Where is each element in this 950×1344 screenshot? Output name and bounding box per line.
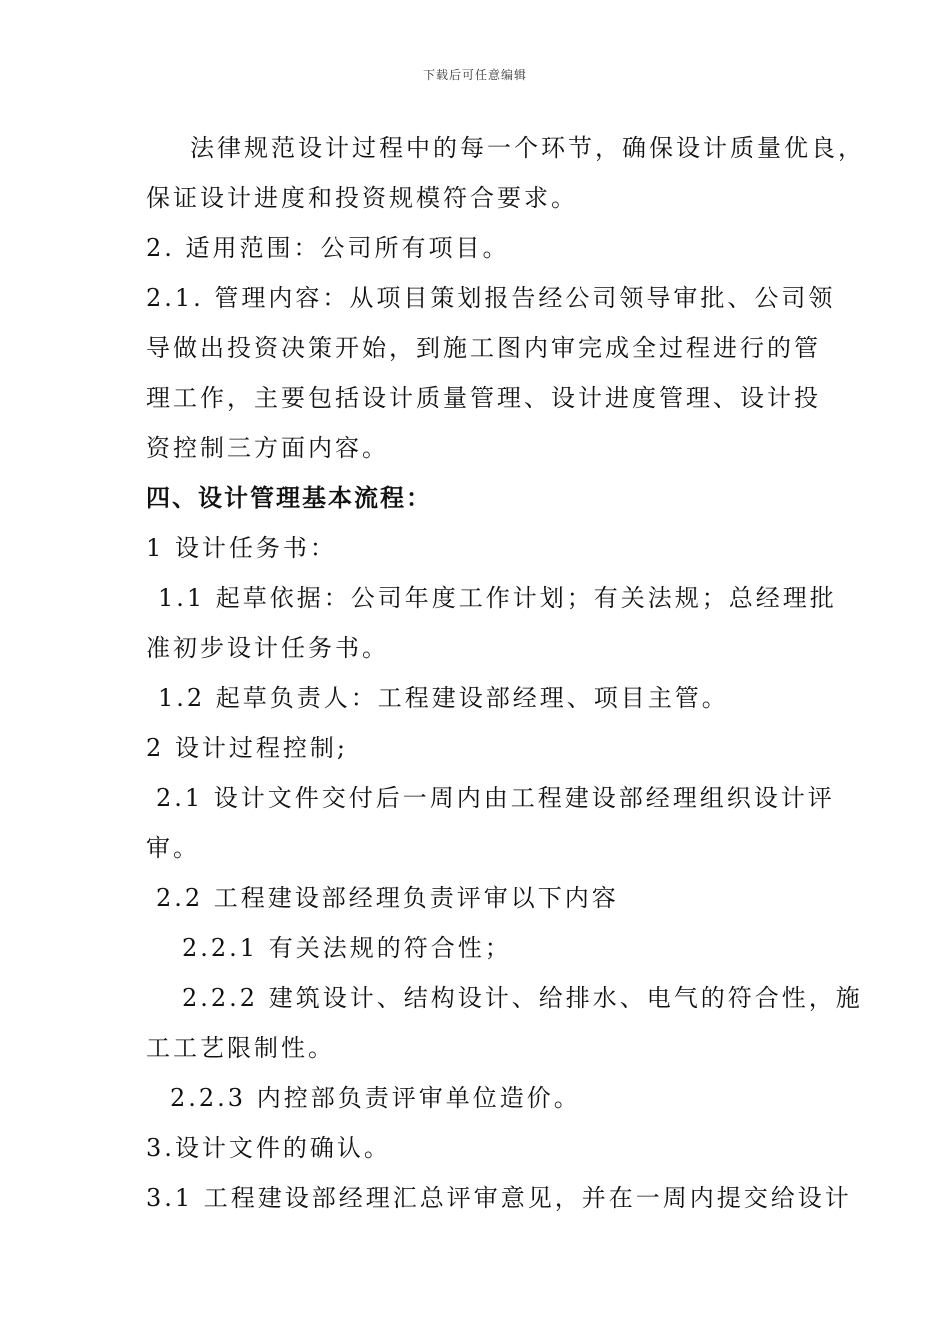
paragraph-line: 资控制三方面内容。 bbox=[146, 434, 389, 462]
subsection-title: 3.设计文件的确认。 bbox=[146, 1134, 391, 1162]
section-line: 2.1. 管理内容：从项目策划报告经公司领导审批、公司领 bbox=[146, 284, 836, 312]
list-item: 1.2 起草负责人：工程建设部经理、项目主管。 bbox=[158, 684, 729, 712]
page-header: 下载后可任意编辑 bbox=[422, 68, 527, 82]
subsection-title: 1 设计任务书： bbox=[146, 534, 337, 562]
paragraph-line: 法律规范设计过程中的每一个环节，确保设计质量优良， bbox=[190, 134, 865, 162]
paragraph-line: 保证设计进度和投资规模符合要求。 bbox=[146, 184, 578, 212]
list-item: 2.2 工程建设部经理负责评审以下内容 bbox=[156, 884, 619, 912]
list-item: 2.2.1 有关法规的符合性； bbox=[182, 934, 512, 962]
paragraph-line: 理工作，主要包括设计质量管理、设计进度管理、设计投 bbox=[146, 384, 821, 412]
paragraph-line: 导做出投资决策开始，到施工图内审完成全过程进行的管 bbox=[146, 334, 821, 362]
section-line: 2. 适用范围：公司所有项目。 bbox=[146, 234, 510, 262]
paragraph-line: 工工艺限制性。 bbox=[146, 1034, 335, 1062]
list-item: 2.2.3 内控部负责评审单位造价。 bbox=[170, 1084, 581, 1112]
list-item: 2.2.2 建筑设计、结构设计、给排水、电气的符合性，施 bbox=[182, 984, 863, 1012]
paragraph-line: 审。 bbox=[146, 834, 200, 862]
list-item: 3.1 工程建设部经理汇总评审意见，并在一周内提交给设计 bbox=[146, 1184, 852, 1212]
list-item: 1.1 起草依据：公司年度工作计划；有关法规；总经理批 bbox=[158, 584, 837, 612]
section-heading: 四、设计管理基本流程： bbox=[146, 483, 432, 512]
list-item: 2.1 设计文件交付后一周内由工程建设部经理组织设计评 bbox=[156, 784, 835, 812]
paragraph-line: 准初步设计任务书。 bbox=[146, 634, 389, 662]
subsection-title: 2 设计过程控制; bbox=[146, 734, 348, 762]
